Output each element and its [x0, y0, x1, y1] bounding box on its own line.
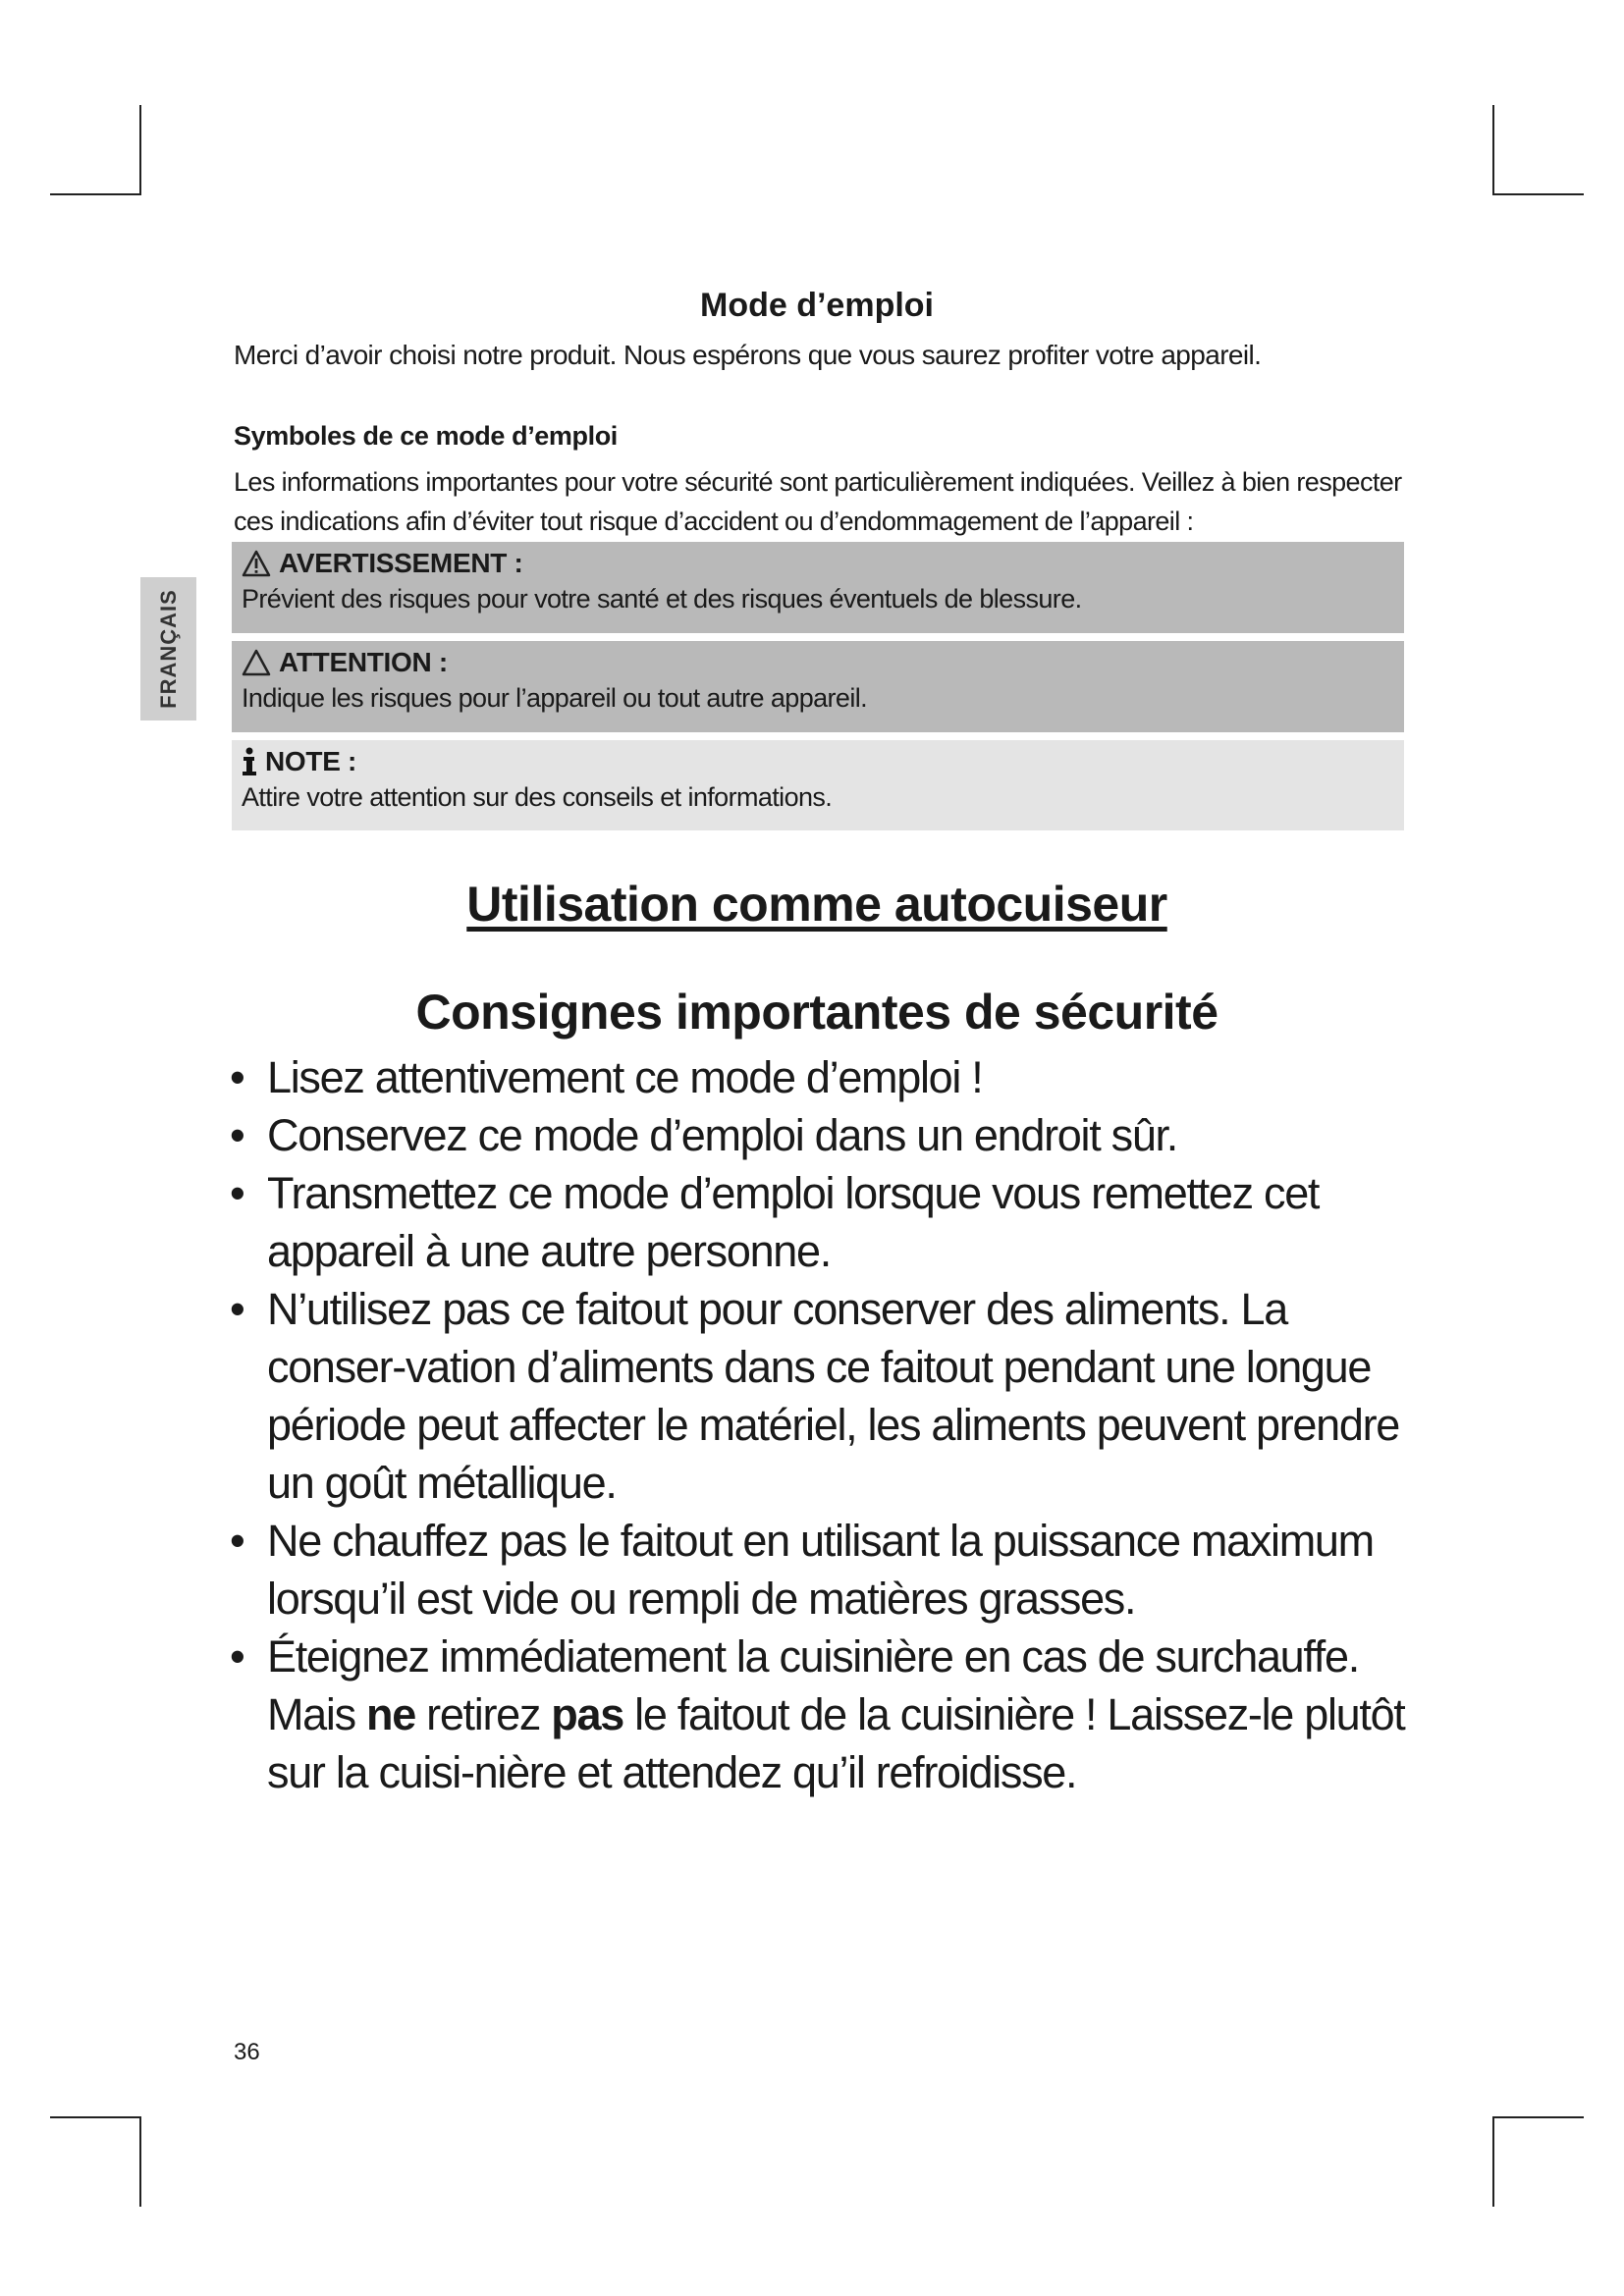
intro-text: Merci d’avoir choisi notre produit. Nous espérons que vous saurez profiter votre appareil. [234, 340, 1262, 370]
crop-mark-top-left-horizontal [50, 193, 140, 195]
emphasis-ne: ne [366, 1689, 415, 1739]
symbols-title: Symboles de ce mode d’emploi [234, 421, 618, 451]
warning-label: AVERTISSEMENT : [279, 548, 523, 578]
crop-mark-bottom-left-horizontal [50, 2116, 140, 2118]
list-item-text-part: retirez [414, 1689, 552, 1739]
list-item [228, 1106, 1426, 1164]
language-label: FRANÇAIS [155, 589, 181, 709]
symbols-description: Les informations importantes pour votre sécurité sont particulièrement indiquées. Veillez à bien respecter ces indications afin d’éviter tout risque d’accident ou d’endommagement de l’appareil : [234, 467, 1402, 536]
crop-mark-top-right-vertical [1492, 105, 1494, 195]
list-item [228, 1512, 1426, 1628]
caution-text: Indique les risques pour l’appareil ou tout autre appareil. [242, 683, 868, 713]
bullet-marker: • [230, 1110, 244, 1160]
list-item [228, 1628, 1426, 1801]
list-item-text: N’utilisez pas ce faitout pour conserver des aliments. La conser-vation d’aliments dans ce faitout pendant une longue période peut affecter le matériel, les aliments peuvent prendre un goût métallique. [267, 1284, 1399, 1508]
crop-mark-bottom-left-vertical [139, 2116, 141, 2207]
crop-mark-bottom-right-horizontal [1493, 2116, 1584, 2118]
bullet-marker: • [230, 1052, 244, 1102]
list-item-text: Transmettez ce mode d’emploi lorsque vous remettez cet appareil à une autre personne. [267, 1168, 1320, 1276]
info-icon [242, 747, 257, 776]
safety-bullet-list [228, 1048, 1426, 1801]
warning-text: Prévient des risques pour votre santé et des risques éventuels de blessure. [242, 584, 1082, 614]
safety-subtitle: Consignes importantes de sécurité [415, 985, 1218, 1040]
crop-mark-top-right-horizontal [1493, 193, 1584, 195]
warning-triangle-icon [242, 550, 271, 577]
bullet-marker: • [230, 1168, 244, 1218]
bullet-marker: • [230, 1631, 244, 1682]
note-label: NOTE : [265, 746, 357, 776]
list-item-text-part: Éteignez immédiatement la cuisinière en cas de surchauffe. Mais [267, 1631, 1359, 1739]
emphasis-pas: pas [551, 1689, 623, 1739]
list-item [228, 1280, 1426, 1512]
crop-mark-top-left-vertical [139, 105, 141, 195]
caution-label: ATTENTION : [279, 647, 448, 677]
bullet-marker: • [230, 1516, 244, 1566]
list-item-text: Ne chauffez pas le faitout en utilisant la puissance maximum lorsqu’il est vide ou rempli de matières grasses. [267, 1516, 1374, 1624]
page-number: 36 [234, 2039, 260, 2065]
language-side-tab [140, 577, 196, 721]
note-text: Attire votre attention sur des conseils et informations. [242, 782, 833, 812]
note-box [232, 740, 1404, 830]
crop-mark-bottom-right-vertical [1492, 2116, 1494, 2207]
list-item-text: Conservez ce mode d’emploi dans un endroit sûr. [267, 1110, 1177, 1160]
list-item [228, 1164, 1426, 1280]
list-item-text: Lisez attentivement ce mode d’emploi ! [267, 1052, 983, 1102]
caution-box [232, 641, 1404, 732]
section-title: Utilisation comme autocuiseur [466, 877, 1167, 932]
warning-box [232, 542, 1404, 633]
list-item-text-part: le faitout de la cuisinière ! Laissez-le plutôt sur la cuisi-nière et attendez qu’il refroidisse. [267, 1689, 1405, 1797]
caution-triangle-icon [242, 649, 271, 676]
bullet-marker: • [230, 1284, 244, 1334]
list-item [228, 1048, 1426, 1106]
document-title: Mode d’emploi [700, 287, 934, 324]
